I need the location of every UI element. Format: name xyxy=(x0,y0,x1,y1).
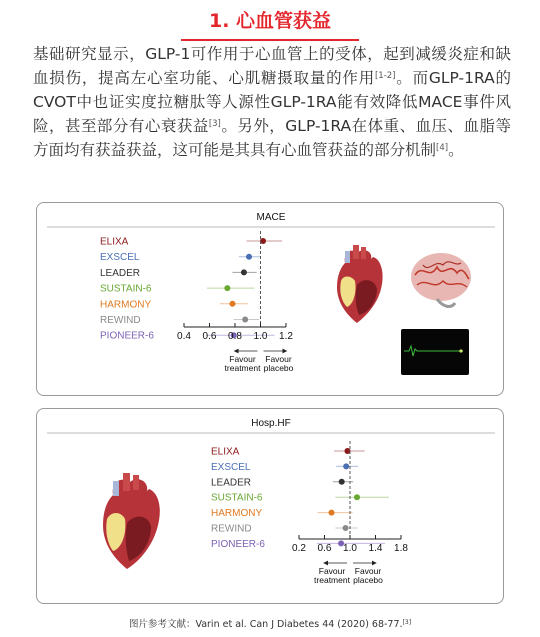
favour-treatment-label: treatment xyxy=(314,575,350,585)
point-estimate xyxy=(339,479,345,485)
point-estimate xyxy=(241,269,247,275)
series-label: SUSTAIN-6 xyxy=(100,283,152,295)
point-estimate xyxy=(229,301,235,307)
paragraph-text-1: 基础研究显示，GLP-1可作用于心血管上的受体，起到减缓炎症和缺血损伤，提高左心室功能、心肌糖摄取量的作用 xyxy=(33,45,511,87)
x-tick-label: 0.6 xyxy=(317,543,332,554)
chart-title: Hosp.HF xyxy=(251,418,291,429)
intro-paragraph xyxy=(33,42,511,162)
series-label: SUSTAIN-6 xyxy=(211,492,263,504)
title-wrap xyxy=(0,4,540,41)
series-label: PIONEER-6 xyxy=(211,538,265,550)
x-tick-label: 1.4 xyxy=(368,543,383,554)
series-label: ELIXA xyxy=(100,236,129,248)
favour-placebo-label: placebo xyxy=(353,575,383,585)
ecg-monitor-icon xyxy=(401,329,469,375)
citation-4: [4] xyxy=(436,143,449,153)
section-title: 1. 心血管获益 xyxy=(181,4,359,41)
hf-plot-area xyxy=(211,441,408,585)
favour-placebo-label: Favour xyxy=(354,566,382,576)
mace-forest-plot-card xyxy=(36,202,504,396)
series-label: EXSCEL xyxy=(211,461,251,473)
citation-3: [3] xyxy=(208,119,221,129)
series-label: PIONEER-6 xyxy=(100,330,154,342)
heart-illustration-icon xyxy=(337,245,383,323)
point-estimate xyxy=(242,317,248,323)
x-tick-label: 0.6 xyxy=(202,331,217,342)
hosp-hf-forest-plot xyxy=(37,409,505,605)
series-label: HARMONY xyxy=(211,508,263,520)
x-tick-label: 1.0 xyxy=(253,331,268,342)
chart-title: MACE xyxy=(256,212,286,223)
x-tick-label: 0.8 xyxy=(228,331,242,342)
point-estimate xyxy=(246,254,252,260)
point-estimate xyxy=(329,510,335,516)
point-estimate xyxy=(343,525,349,531)
x-tick-label: 1.0 xyxy=(343,543,357,554)
x-tick-label: 1.8 xyxy=(394,543,408,554)
x-tick-label: 0.4 xyxy=(177,331,191,342)
series-label: LEADER xyxy=(211,477,252,489)
paragraph-text-4: 。 xyxy=(448,141,464,159)
series-label: EXSCEL xyxy=(100,252,140,264)
favour-placebo-label: Favour xyxy=(265,354,292,364)
favour-treatment-label: treatment xyxy=(224,363,261,373)
mace-plot-area xyxy=(100,231,294,373)
paragraph-text-3: 。另外，GLP-1RA在体重、血压、血脂等方面均有获益获益，这可能是其具有心血管获益的部分机制 xyxy=(33,117,511,159)
point-estimate xyxy=(354,494,360,500)
favour-treatment-label: Favour xyxy=(318,566,346,576)
footer-citation: [3] xyxy=(402,619,412,626)
series-label: HARMONY xyxy=(100,299,152,311)
series-label: REWIND xyxy=(211,523,252,535)
point-estimate xyxy=(224,285,230,291)
favour-treatment-label: Favour xyxy=(229,354,256,364)
footer-text: 图片参考文献：Varin et al. Can J Diabetes 44 (2020) 68-77. xyxy=(128,619,403,630)
hosp-hf-forest-plot-card xyxy=(36,408,504,604)
figure-reference xyxy=(0,616,540,630)
x-tick-label: 0.2 xyxy=(292,543,306,554)
paragraph-text-2: 。而GLP-1RA的CVOT中也证实度拉糖肽等人源性GLP-1RA能有效降低MACE事件风险，甚至部分有心衰获益 xyxy=(33,69,511,135)
series-label: REWIND xyxy=(100,315,141,326)
x-tick-label: 1.2 xyxy=(279,331,293,342)
brain-illustration-icon xyxy=(411,253,471,306)
mace-forest-plot xyxy=(37,203,505,397)
series-label: ELIXA xyxy=(211,446,240,458)
point-estimate xyxy=(343,463,349,469)
heart-illustration-icon xyxy=(103,473,160,569)
favour-placebo-label: placebo xyxy=(263,363,294,373)
citation-1-2: [1-2] xyxy=(374,71,396,81)
series-label: LEADER xyxy=(100,267,141,279)
